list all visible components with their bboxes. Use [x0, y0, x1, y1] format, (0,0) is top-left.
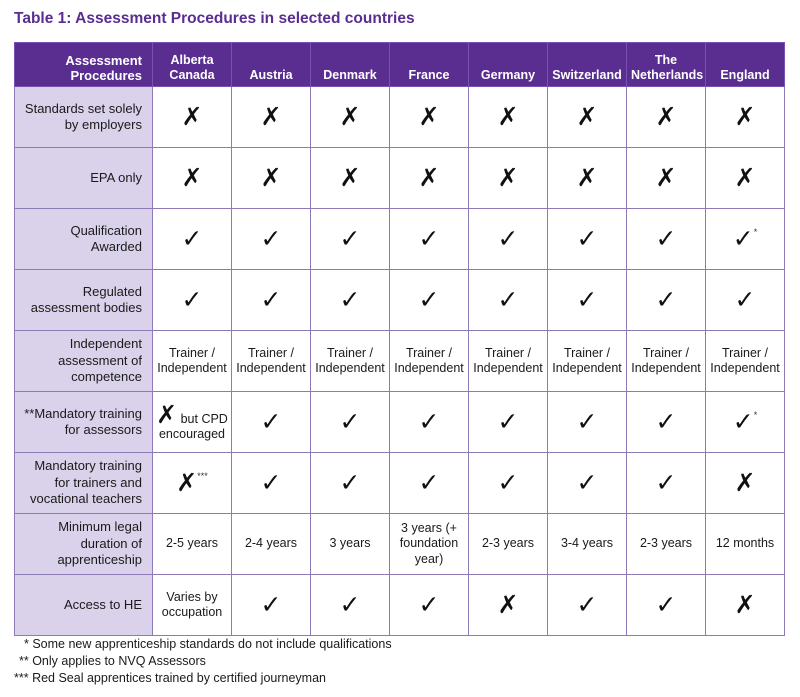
cross-mark-icon: ✗ [418, 102, 440, 132]
cell-text: Trainer / Independent [157, 345, 227, 375]
assessment-table [14, 42, 785, 636]
check-mark-icon: ✓ [339, 468, 361, 498]
table-row [15, 575, 785, 636]
check-mark-icon: ✓ [734, 285, 756, 315]
table-cell [469, 453, 548, 514]
table-cell [706, 392, 785, 453]
row-label: Mandatory training for trainers and vocational teachers [15, 453, 153, 514]
table-cell [390, 331, 469, 392]
table-cell [627, 575, 706, 636]
table-cell [390, 453, 469, 514]
table-cell [706, 331, 785, 392]
cross-mark-icon: ✗ [181, 102, 203, 132]
table-cell [706, 148, 785, 209]
table-cell [706, 270, 785, 331]
table-cell [469, 148, 548, 209]
table-cell [153, 392, 232, 453]
table-cell [232, 514, 311, 575]
footnote-marker: * [753, 410, 758, 421]
table-row [15, 270, 785, 331]
check-mark-icon: ✓ [497, 285, 519, 315]
table-cell [548, 575, 627, 636]
table-cell [706, 575, 785, 636]
check-mark-icon: ✓ [260, 224, 282, 254]
country-header-france: France [390, 43, 469, 87]
table-cell [153, 148, 232, 209]
check-mark-icon: ✓ [576, 590, 598, 620]
check-mark-icon: ✓ [181, 224, 203, 254]
table-cell [311, 331, 390, 392]
table-cell [311, 575, 390, 636]
table-cell [232, 392, 311, 453]
table-cell [153, 453, 232, 514]
check-mark-icon: ✓ [339, 285, 361, 315]
cell-text: Varies by occupation [161, 589, 223, 619]
cross-mark-icon: ✗ [497, 590, 519, 620]
table-cell [706, 209, 785, 270]
table-cell [232, 87, 311, 148]
table-cell [706, 453, 785, 514]
cell-text: 3 years (+ foundation year) [399, 520, 459, 566]
table-cell [232, 209, 311, 270]
footnote-marker: *** [197, 471, 208, 482]
row-label: EPA only [15, 148, 153, 209]
table-cell [390, 575, 469, 636]
table-cell [469, 514, 548, 575]
cell-text: Trainer / Independent [710, 345, 780, 375]
cell-note: but CPD encouraged [158, 411, 228, 441]
cell-text: 2-4 years [244, 536, 298, 551]
footnotes [14, 636, 392, 687]
table-cell [232, 148, 311, 209]
table-cell [232, 331, 311, 392]
table-cell [311, 514, 390, 575]
table-cell [627, 514, 706, 575]
check-mark-icon: ✓ [260, 590, 282, 620]
cell-text: Trainer / Independent [394, 345, 464, 375]
table-cell [627, 148, 706, 209]
table-row [15, 331, 785, 392]
table-cell [627, 392, 706, 453]
table-cell [390, 270, 469, 331]
check-mark-icon: ✓ [497, 224, 519, 254]
check-mark-icon: ✓ [655, 407, 677, 437]
cross-mark-icon: ✗ [260, 163, 282, 193]
table-row [15, 453, 785, 514]
table-cell [548, 514, 627, 575]
table-cell [390, 87, 469, 148]
cross-mark-icon: ✗ [655, 102, 677, 132]
check-mark-icon: ✓ [732, 224, 754, 254]
cross-mark-icon: ✗ [418, 163, 440, 193]
table-cell [627, 87, 706, 148]
table-cell [469, 331, 548, 392]
check-mark-icon: ✓ [576, 468, 598, 498]
table-cell [153, 87, 232, 148]
country-header-the-netherlands: The Netherlands [627, 43, 706, 87]
country-header-england: England [706, 43, 785, 87]
check-mark-icon: ✓ [655, 224, 677, 254]
check-mark-icon: ✓ [418, 224, 440, 254]
table-cell [627, 270, 706, 331]
table-row [15, 148, 785, 209]
table-row [15, 514, 785, 575]
check-mark-icon: ✓ [418, 468, 440, 498]
table-cell [390, 148, 469, 209]
cell-text: Trainer / Independent [315, 345, 385, 375]
table-cell [232, 453, 311, 514]
table-cell [627, 209, 706, 270]
table-cell [311, 392, 390, 453]
table-cell [469, 270, 548, 331]
table-cell [311, 270, 390, 331]
table-cell [311, 209, 390, 270]
country-header-germany: Germany [469, 43, 548, 87]
check-mark-icon: ✓ [260, 468, 282, 498]
cell-text: 2-5 years [165, 536, 219, 551]
check-mark-icon: ✓ [418, 407, 440, 437]
footnote-1: * Some new apprenticeship standards do not include qualifications [24, 637, 392, 651]
cell-text: 12 months [715, 536, 775, 551]
cross-mark-icon: ✗ [181, 163, 203, 193]
check-mark-icon: ✓ [655, 590, 677, 620]
table-cell [469, 392, 548, 453]
table-cell [548, 392, 627, 453]
table-cell [548, 209, 627, 270]
table-cell [548, 331, 627, 392]
cross-mark-icon: ✗ [260, 102, 282, 132]
cell-text: Trainer / Independent [631, 345, 701, 375]
table-header-row [15, 43, 785, 87]
table-cell [548, 453, 627, 514]
check-mark-icon: ✓ [418, 590, 440, 620]
table-cell [469, 209, 548, 270]
check-mark-icon: ✓ [576, 224, 598, 254]
cross-mark-icon: ✗ [576, 102, 598, 132]
table-cell [232, 575, 311, 636]
footnote-3: *** Red Seal apprentices trained by certified journeyman [14, 671, 326, 685]
table-cell [627, 453, 706, 514]
cell-text: 3-4 years [560, 536, 614, 551]
cross-mark-icon: ✗ [176, 468, 198, 498]
table-cell [706, 514, 785, 575]
cell-text: 2-3 years [481, 536, 535, 551]
table-cell [548, 148, 627, 209]
check-mark-icon: ✓ [339, 224, 361, 254]
row-label: Standards set solely by employers [15, 87, 153, 148]
table-cell [311, 87, 390, 148]
table-cell [390, 209, 469, 270]
table-cell [153, 209, 232, 270]
table-cell [153, 270, 232, 331]
table-cell [548, 270, 627, 331]
cell-text: Trainer / Independent [236, 345, 306, 375]
table-body [15, 87, 785, 636]
row-label: Regulated assessment bodies [15, 270, 153, 331]
cross-mark-icon: ✗ [497, 163, 519, 193]
table-row [15, 209, 785, 270]
cell-text: Trainer / Independent [473, 345, 543, 375]
table-cell [469, 575, 548, 636]
table-cell [390, 392, 469, 453]
row-label: Access to HE [15, 575, 153, 636]
page-title: Table 1: Assessment Procedures in selected countries [14, 10, 415, 27]
check-mark-icon: ✓ [260, 407, 282, 437]
table-cell [548, 87, 627, 148]
check-mark-icon: ✓ [497, 407, 519, 437]
cross-mark-icon: ✗ [734, 468, 756, 498]
table-cell [232, 270, 311, 331]
row-label: **Mandatory training for assessors [15, 392, 153, 453]
table-cell [311, 148, 390, 209]
row-header-cell: Assessment Procedures [15, 43, 153, 87]
cross-mark-icon: ✗ [497, 102, 519, 132]
table-cell [153, 575, 232, 636]
cell-text: Trainer / Independent [552, 345, 622, 375]
cross-mark-icon: ✗ [734, 163, 756, 193]
cross-mark-icon: ✗ [156, 399, 178, 429]
check-mark-icon: ✓ [260, 285, 282, 315]
country-header-denmark: Denmark [311, 43, 390, 87]
check-mark-icon: ✓ [339, 590, 361, 620]
cross-mark-icon: ✗ [339, 102, 361, 132]
cross-mark-icon: ✗ [734, 102, 756, 132]
row-label: Minimum legal duration of apprenticeship [15, 514, 153, 575]
cell-text: 3 years [329, 536, 371, 551]
table-cell [153, 331, 232, 392]
row-label: Independent assessment of competence [15, 331, 153, 392]
check-mark-icon: ✓ [732, 407, 754, 437]
check-mark-icon: ✓ [181, 285, 203, 315]
table-cell [706, 87, 785, 148]
check-mark-icon: ✓ [497, 468, 519, 498]
check-mark-icon: ✓ [576, 285, 598, 315]
footnote-2: ** Only applies to NVQ Assessors [19, 654, 206, 668]
country-header-switzerland: Switzerland [548, 43, 627, 87]
check-mark-icon: ✓ [576, 407, 598, 437]
table-row [15, 87, 785, 148]
table-row [15, 392, 785, 453]
footnote-marker: * [753, 227, 758, 238]
cell-text: 2-3 years [639, 536, 693, 551]
cross-mark-icon: ✗ [576, 163, 598, 193]
cross-mark-icon: ✗ [655, 163, 677, 193]
cross-mark-icon: ✗ [339, 163, 361, 193]
check-mark-icon: ✓ [655, 468, 677, 498]
table-cell [627, 331, 706, 392]
row-label: Qualification Awarded [15, 209, 153, 270]
check-mark-icon: ✓ [339, 407, 361, 437]
country-header-alberta-canada: Alberta Canada [153, 43, 232, 87]
cross-mark-icon: ✗ [734, 590, 756, 620]
country-header-austria: Austria [232, 43, 311, 87]
table-cell [390, 514, 469, 575]
table-cell [311, 453, 390, 514]
table-cell [153, 514, 232, 575]
check-mark-icon: ✓ [655, 285, 677, 315]
table-cell [469, 87, 548, 148]
check-mark-icon: ✓ [418, 285, 440, 315]
